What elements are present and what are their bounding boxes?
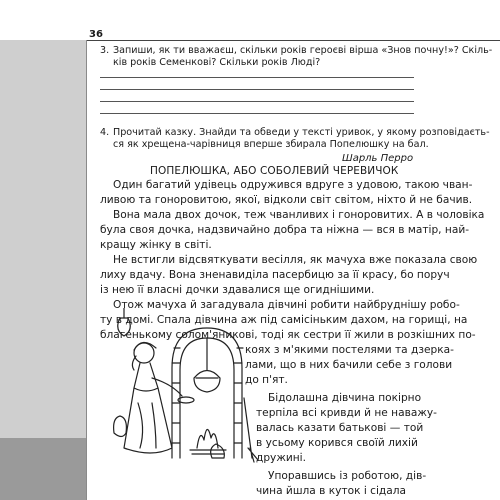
story-line: чина йшла в куток і сідала xyxy=(256,485,406,497)
story-line: Один багатий удівець одружився вдруге з удовою, такою чван- xyxy=(113,179,473,191)
story-line: лами, що в них бачили себе з голови xyxy=(245,359,453,371)
story-author: Шарль Перро xyxy=(342,153,414,164)
task-3-line-1: Запиши, як ти вважаєш, скільки років героєві вірша «Знов почну!»? Скіль- xyxy=(113,45,493,56)
answer-line[interactable] xyxy=(100,89,414,90)
story-line: дружині. xyxy=(256,452,306,464)
answer-line[interactable] xyxy=(100,101,414,102)
task-4-line-2: ся як хрещена-чарівниця вперше збирала Попелюшку на бал. xyxy=(113,139,429,150)
page-margin-top xyxy=(0,0,86,40)
story-line: терпіла всі кривди й не наважу- xyxy=(256,407,437,419)
story-line: Вона мала двох дочок, теж чванливих і гоноровитих. А в чоловіка xyxy=(113,209,485,221)
task-4-line-1: Прочитай казку. Знайди та обведи у тексті уривок, у якому розповідаєть- xyxy=(113,127,490,138)
story-line: ливою та гоноровитою, якої, відколи світ світом, ніхто й не бачив. xyxy=(100,194,473,206)
story-line: лиху вдачу. Вона зненавиділа пасербицю за її красу, бо поруч xyxy=(100,269,450,281)
story-line: ту в домі. Спала дівчина аж під самісіньким дахом, на горищі, на xyxy=(100,314,468,326)
story-line: Отож мачуха й загадувала дівчині робити найбруднішу робо- xyxy=(113,299,460,311)
answer-line[interactable] xyxy=(100,77,414,78)
answer-line[interactable] xyxy=(100,113,414,114)
story-line: Упоравшись із роботою, дів- xyxy=(268,470,427,482)
page-margin-dark-block xyxy=(0,438,86,500)
story-line: в усьому корився своїй лихій xyxy=(256,437,418,449)
story-line: Не встигли відсвяткувати весілля, як мачуха вже показала свою xyxy=(113,254,478,266)
story-line: була своя дочка, надзвичайно добра та ніжна — вся в матір, най- xyxy=(100,224,470,236)
cinderella-illustration xyxy=(112,308,262,468)
margin-rule xyxy=(86,40,87,500)
story-title: ПОПЕЛЮШКА, АБО СОБОЛЕВИЙ ЧЕРЕВИЧОК xyxy=(150,165,399,177)
page-number: 36 xyxy=(89,29,103,40)
story-line: до п'ят. xyxy=(245,374,288,386)
task-3-line-2: ків років Семенкові? Скільки років Люді? xyxy=(113,57,321,68)
story-line: кращу жінку в світі. xyxy=(100,239,212,251)
story-line: валась казати батькові — той xyxy=(256,422,424,434)
header-rule xyxy=(86,40,500,41)
story-line: Бідолашна дівчина покірно xyxy=(268,392,422,404)
story-line: коях з м'якими постелями та дзерка- xyxy=(245,344,454,356)
story-line: із нею її власні дочки здавалися ще огиднішими. xyxy=(100,284,375,296)
page-margin-sidebar xyxy=(0,0,86,500)
task-3-number: 3. xyxy=(100,45,110,56)
story-line: благенькому солом'яникові, тоді як сестри її жили в розкішних по- xyxy=(100,329,476,341)
task-4-number: 4. xyxy=(100,127,110,138)
